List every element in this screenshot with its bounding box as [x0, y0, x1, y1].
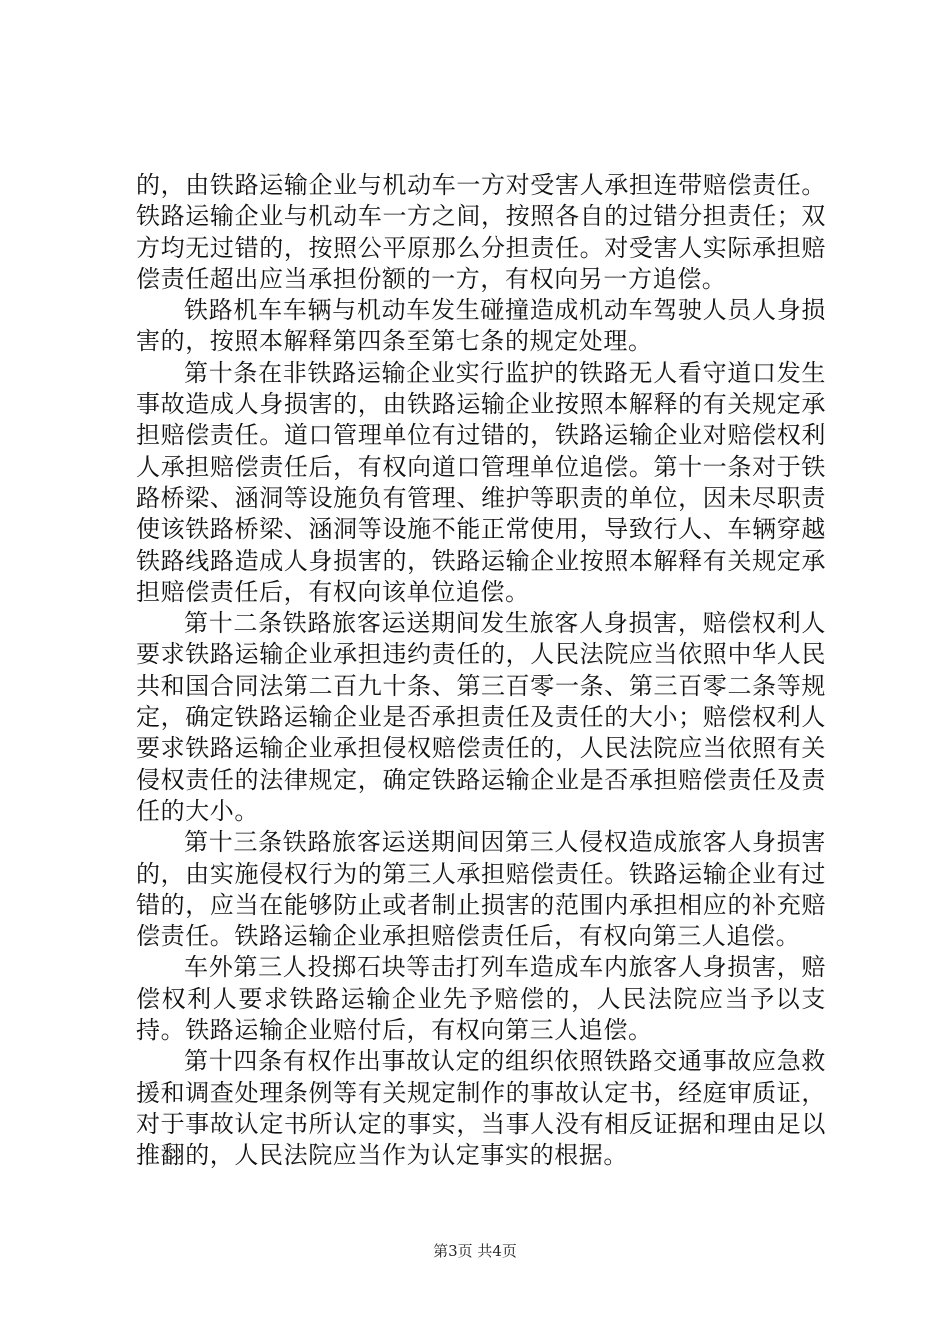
document-body [136, 170, 826, 1172]
page-number-footer: 第3页 共4页 [433, 1242, 517, 1260]
paragraph-4: 第十二条铁路旅客运送期间发生旅客人身损害，赔偿权利人要求铁路运输企业承担违约责任的，人民法院应当依照中华人民共和国合同法第二百九十条、第三百零一条、第三百零二条等规定，确定铁路运输企业是否承担责任及责任的大小；赔偿权利人要求铁路运输企业承担侵权赔偿责任的，人民法院应当依照有关侵权责任的法律规定，确定铁路运输企业是否承担赔偿责任及责任的大小。 [136, 609, 826, 825]
paragraph-7: 第十四条有权作出事故认定的组织依照铁路交通事故应急救援和调查处理条例等有关规定制作的事故认定书，经庭审质证，对于事故认定书所认定的事实，当事人没有相反证据和理由足以推翻的，人民法院应当作为认定事实的根据。 [136, 1047, 826, 1170]
paragraph-5: 第十三条铁路旅客运送期间因第三人侵权造成旅客人身损害的，由实施侵权行为的第三人承担赔偿责任。铁路运输企业有过错的，应当在能够防止或者制止损害的范围内承担相应的补充赔偿责任。铁路运输企业承担赔偿责任后，有权向第三人追偿。 [136, 828, 826, 951]
paragraph-2: 铁路机车车辆与机动车发生碰撞造成机动车驾驶人员人身损害的，按照本解释第四条至第七条的规定处理。 [136, 296, 826, 356]
paragraph-1: 的，由铁路运输企业与机动车一方对受害人承担连带赔偿责任。铁路运输企业与机动车一方之间，按照各自的过错分担责任；双方均无过错的，按照公平原那么分担责任。对受害人实际承担赔偿责任超出应当承担份额的一方，有权向另一方追偿。 [136, 171, 826, 293]
paragraph-3: 第十条在非铁路运输企业实行监护的铁路无人看守道口发生事故造成人身损害的，由铁路运输企业按照本解释的有关规定承担赔偿责任。道口管理单位有过错的，铁路运输企业对赔偿权利人承担赔偿责任后，有权向道口管理单位追偿。第十一条对于铁路桥梁、涵洞等设施负有管理、维护等职责的单位，因未尽职责使该铁路桥梁、涵洞等设施不能正常使用，导致行人、车辆穿越铁路线路造成人身损害的，铁路运输企业按照本解释有关规定承担赔偿责任后，有权向该单位追偿。 [136, 358, 826, 606]
paragraph-6: 车外第三人投掷石块等击打列车造成车内旅客人身损害，赔偿权利人要求铁路运输企业先予赔偿的，人民法院应当予以支持。铁路运输企业赔付后，有权向第三人追偿。 [136, 953, 826, 1045]
